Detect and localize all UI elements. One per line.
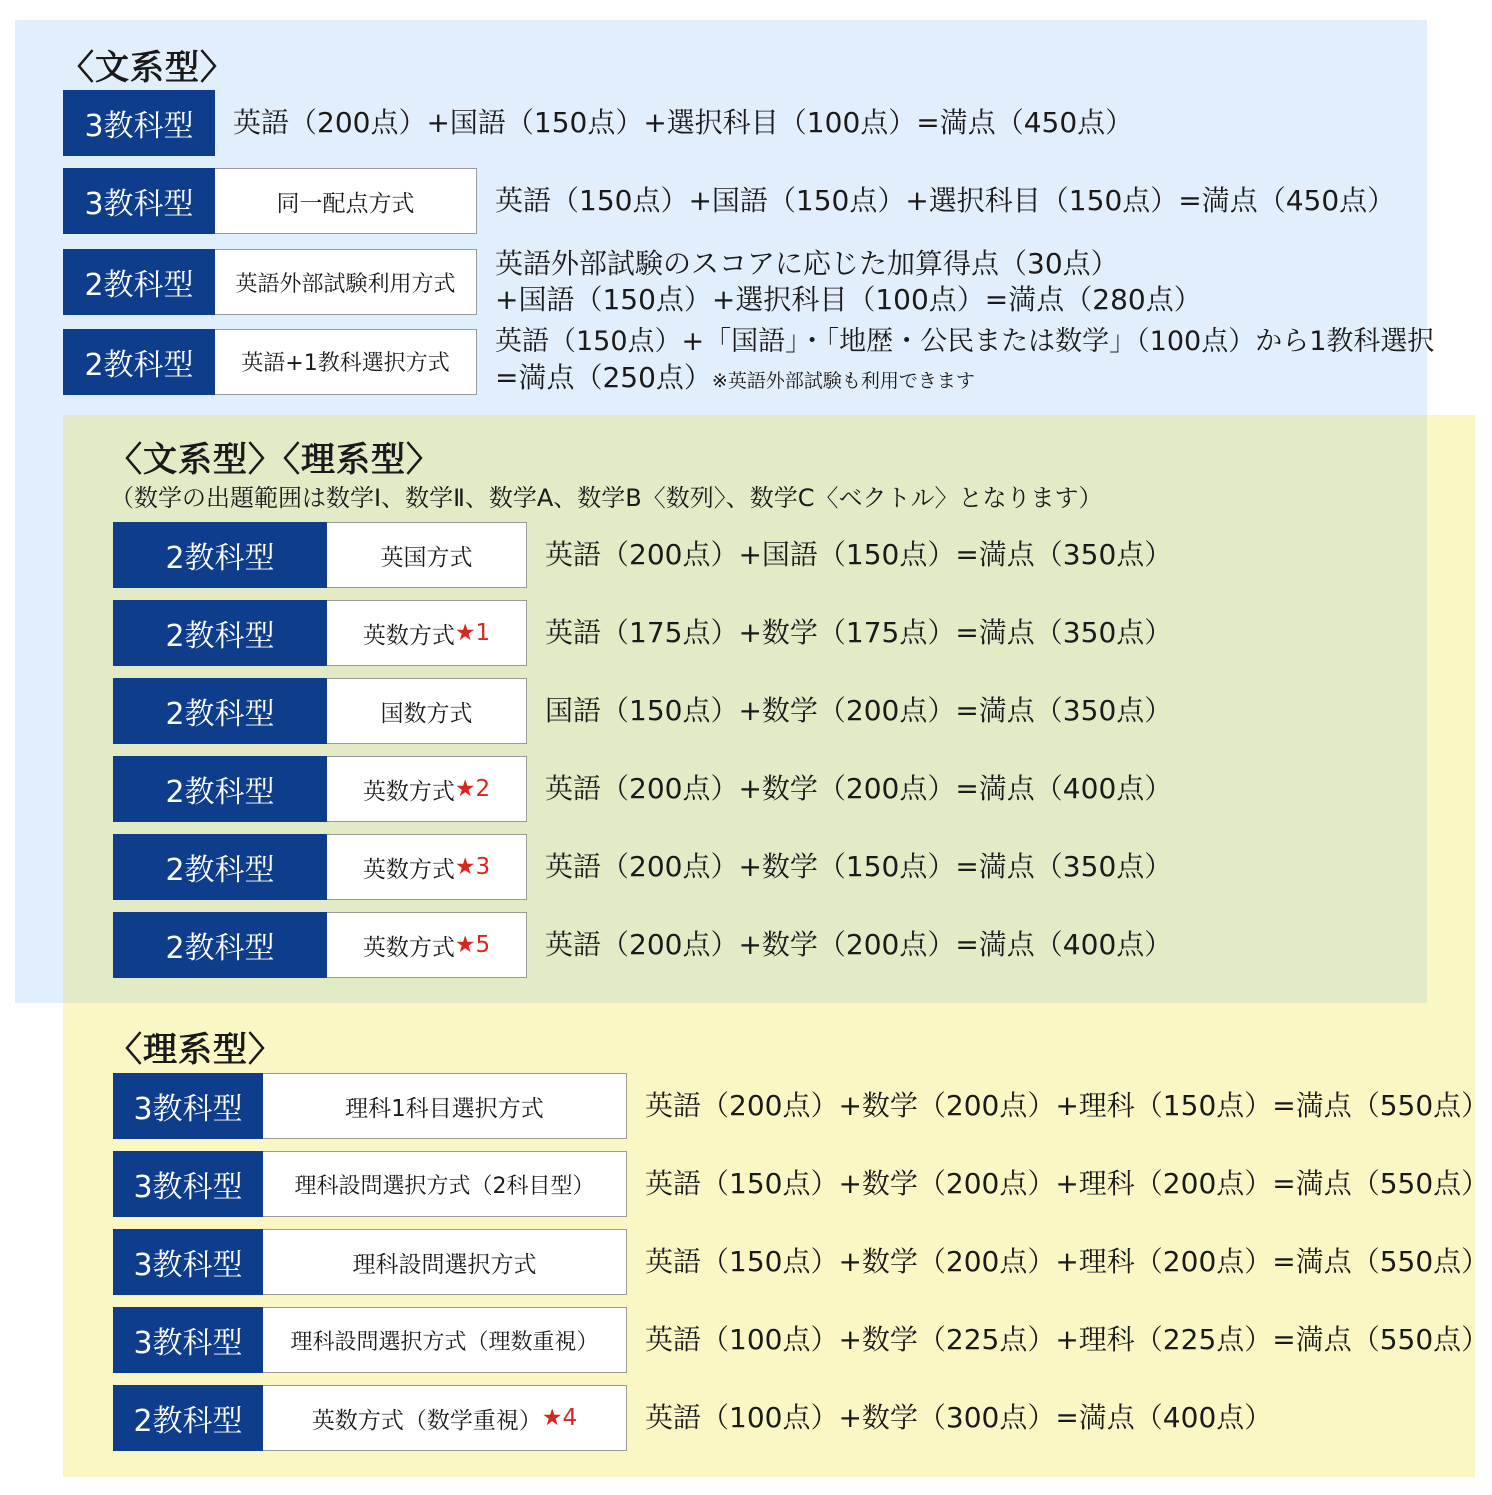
star-mark: ★5 [454,932,491,958]
score-formula: 英語（150点）+国語（150点）+選択科目（150点）=満点（450点） [495,184,1396,217]
both-row-1 [113,522,1172,588]
star-mark: ★3 [454,854,491,880]
method-name: 英数方式（数学重視） [311,1407,542,1434]
exam-method-label [327,522,527,588]
rikei-row-3 [113,1229,1489,1295]
math-range-note: （数学の出題範囲は数学Ⅰ、数学Ⅱ、数学A、数学B〈数列〉、数学C〈ベクトル〉となります） [110,484,1103,512]
bunkei-row-3 [63,246,1202,318]
method-name: 英数方式 [362,778,455,805]
method-name: 国数方式 [380,700,473,727]
exam-method-label [327,756,527,822]
exam-method-label [263,1385,627,1451]
method-name: 英数方式 [362,856,455,883]
score-formula: 英語（100点）+数学（225点）+理科（225点）=満点（550点） [645,1323,1490,1356]
both-title: 〈文系型〉〈理系型〉 [108,440,441,480]
rikei-row-1 [113,1073,1489,1139]
star-mark: ★1 [454,620,491,646]
exam-method-label [263,1229,627,1295]
method-name: 理科設問選択方式（2科目型） [294,1173,595,1199]
rikei-row-4 [113,1307,1489,1373]
score-formula: 英語（175点）+数学（175点）=満点（350点） [545,616,1173,649]
exam-method-label: 英語+1教科選択方式 [215,329,477,395]
both-row-4 [113,756,1172,822]
both-row-2 [113,600,1172,666]
exam-method-label [263,1151,627,1217]
both-row-5 [113,834,1172,900]
score-formula: 国語（150点）+数学（200点）=満点（350点） [545,694,1173,727]
formula-line [495,360,1434,399]
exam-method-label: 英語外部試験利用方式 [215,249,477,315]
formula-line-text: =満点（250点） [495,361,712,394]
method-name: 英国方式 [380,544,473,571]
score-formula: 英語（200点）+数学（200点）+理科（150点）=満点（550点） [645,1089,1490,1122]
both-row-3 [113,678,1172,744]
star-mark: ★2 [454,776,491,802]
subject-count-badge: 2教科型 [113,522,327,588]
formula-line: 英語外部試験のスコアに応じた加算得点（30点） [495,247,1119,280]
method-name: 理科設問選択方式 [352,1251,537,1278]
score-formula: 英語（200点）+国語（150点）+選択科目（100点）=満点（450点） [233,106,1134,139]
subject-count-badge: 3教科型 [113,1151,263,1217]
both-row-6 [113,912,1172,978]
subject-count-badge: 2教科型 [113,756,327,822]
score-formula [495,246,1202,318]
score-formula: 英語（100点）+数学（300点）=満点（400点） [645,1401,1273,1434]
subject-count-badge: 3教科型 [113,1307,263,1373]
exam-method-label: 同一配点方式 [215,168,477,234]
subject-count-badge: 2教科型 [113,678,327,744]
score-formula: 英語（200点）+数学（150点）=満点（350点） [545,850,1173,883]
formula-line: +国語（150点）+選択科目（100点）=満点（280点） [495,283,1202,316]
subject-count-badge: 2教科型 [113,834,327,900]
score-formula: 英語（200点）+国語（150点）=満点（350点） [545,538,1173,571]
exam-method-label [327,912,527,978]
bunkei-row-1 [63,90,1133,156]
bunkei-row-4 [63,324,1434,399]
star-mark: ★4 [541,1405,578,1431]
exam-method-label [263,1307,627,1373]
bunkei-row-2 [63,168,1395,234]
score-formula: 英語（200点）+数学（200点）=満点（400点） [545,928,1173,961]
method-name: 理科1科目選択方式 [345,1095,544,1122]
method-name: 英数方式 [362,934,455,961]
rikei-row-2 [113,1151,1489,1217]
subject-count-badge: 2教科型 [113,600,327,666]
score-formula: 英語（200点）+数学（200点）=満点（400点） [545,772,1173,805]
rikei-title: 〈理系型〉 [108,1030,283,1070]
subject-count-badge: 2教科型 [113,912,327,978]
exam-method-label [327,678,527,744]
subject-count-badge: 2教科型 [63,249,215,315]
subject-count-badge: 3教科型 [113,1073,263,1139]
subject-count-badge: 2教科型 [113,1385,263,1451]
subject-count-badge: 3教科型 [113,1229,263,1295]
subject-count-badge: 3教科型 [63,90,215,156]
method-name: 理科設問選択方式（理数重視） [290,1329,599,1355]
subject-count-badge: 3教科型 [63,168,215,234]
subject-count-badge: 2教科型 [63,329,215,395]
exam-method-label [327,834,527,900]
score-formula [495,324,1434,399]
score-formula: 英語（150点）+数学（200点）+理科（200点）=満点（550点） [645,1167,1490,1200]
exam-method-label [263,1073,627,1139]
footnote: ※英語外部試験も利用できます [711,370,975,392]
exam-method-label [327,600,527,666]
score-formula: 英語（150点）+数学（200点）+理科（200点）=満点（550点） [645,1245,1490,1278]
rikei-row-5 [113,1385,1272,1451]
method-name: 英数方式 [362,622,455,649]
bunkei-title: 〈文系型〉 [60,48,235,88]
formula-line: 英語（150点）+「国語」・「地歴・公民または数学」（100点）から1教科選択 [495,326,1435,357]
